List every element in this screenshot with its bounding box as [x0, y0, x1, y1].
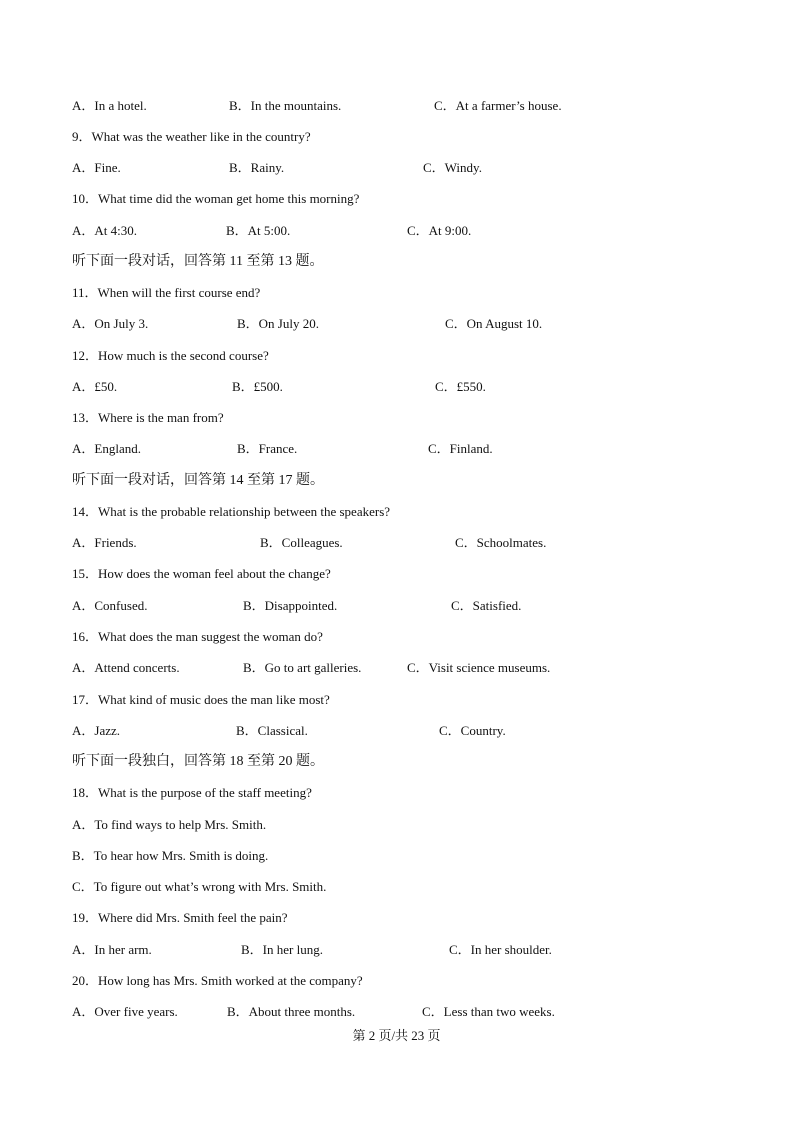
q18-question	[0, 783, 793, 803]
q20-option-a: A．Over five years.	[72, 1004, 178, 1019]
q17-options	[0, 721, 793, 741]
section-heading-18-20	[0, 752, 793, 772]
q13-text: 13．Where is the man from?	[72, 410, 224, 425]
q16-option-c: C．Visit science museums.	[407, 660, 551, 675]
page-number-footer: 第 2 页/共 23 页	[352, 1028, 441, 1043]
q8-options	[0, 96, 793, 116]
q18-option-a-line	[0, 815, 793, 835]
q17-option-b: B．Classical.	[236, 723, 308, 738]
q14-option-b: B．Colleagues.	[260, 535, 343, 550]
q20-question	[0, 971, 793, 991]
q9-text: 9．What was the weather like in the country?	[72, 129, 311, 144]
q11-text: 11．When will the first course end?	[72, 285, 261, 300]
q13-option-b: B．France.	[237, 441, 298, 456]
q17-option-c: C．Country.	[439, 723, 506, 738]
q15-option-a: A．Confused.	[72, 598, 148, 613]
q18-option-b-line	[0, 846, 793, 866]
q12-text: 12．How much is the second course?	[72, 348, 269, 363]
q14-question	[0, 502, 793, 522]
q16-options	[0, 658, 793, 678]
q11-option-b: B．On July 20.	[237, 316, 319, 331]
q17-question	[0, 690, 793, 710]
q18-option-c-line	[0, 877, 793, 897]
section-heading-text: 听下面一段对话，回答第 14 至第 17 题。	[72, 473, 324, 488]
q11-option-c: C．On August 10.	[445, 316, 543, 331]
q10-option-b: B．At 5:00.	[226, 223, 291, 238]
q9-option-c: C．Windy.	[423, 160, 482, 175]
q10-text: 10．What time did the woman get home this morning?	[72, 191, 360, 206]
q17-option-a: A．Jazz.	[72, 723, 121, 738]
q20-options	[0, 1002, 793, 1022]
q9-option-a: A．Fine.	[72, 160, 121, 175]
q13-question	[0, 408, 793, 428]
q15-option-c: C．Satisfied.	[451, 598, 522, 613]
q8-option-c: C．At a farmer’s house.	[434, 98, 562, 113]
q16-option-a: A．Attend concerts.	[72, 660, 180, 675]
q10-question	[0, 189, 793, 209]
section-heading-text: 听下面一段独白，回答第 18 至第 20 题。	[72, 754, 324, 769]
q8-option-a: A．In a hotel.	[72, 98, 147, 113]
q14-option-a: A．Friends.	[72, 535, 137, 550]
q16-text: 16．What does the man suggest the woman do?	[72, 629, 323, 644]
q12-question	[0, 346, 793, 366]
q15-option-b: B．Disappointed.	[243, 598, 338, 613]
q16-question	[0, 627, 793, 647]
q17-text: 17．What kind of music does the man like most?	[72, 692, 330, 707]
q19-options	[0, 940, 793, 960]
q10-options	[0, 221, 793, 241]
q15-options	[0, 596, 793, 616]
q10-option-a: A．At 4:30.	[72, 223, 138, 238]
q18-option-a: A．To find ways to help Mrs. Smith.	[72, 817, 267, 832]
q18-option-c: C．To figure out what’s wrong with Mrs. Smith.	[72, 879, 327, 894]
section-heading-11-13	[0, 252, 793, 272]
q19-option-a: A．In her arm.	[72, 942, 152, 957]
q12-option-c: C．£550.	[435, 379, 486, 394]
q20-option-b: B．About three months.	[227, 1004, 356, 1019]
q11-option-a: A．On July 3.	[72, 316, 149, 331]
q19-option-b: B．In her lung.	[241, 942, 323, 957]
q12-option-a: A．£50.	[72, 379, 118, 394]
q13-options	[0, 439, 793, 459]
q19-text: 19．Where did Mrs. Smith feel the pain?	[72, 910, 288, 925]
q11-question	[0, 283, 793, 303]
q9-question	[0, 127, 793, 147]
q15-question	[0, 564, 793, 584]
q18-option-b: B．To hear how Mrs. Smith is doing.	[72, 848, 269, 863]
q8-option-b: B．In the mountains.	[229, 98, 342, 113]
q16-option-b: B．Go to art galleries.	[243, 660, 362, 675]
q12-options	[0, 377, 793, 397]
q11-options	[0, 314, 793, 334]
q14-option-c: C．Schoolmates.	[455, 535, 547, 550]
q12-option-b: B．£500.	[232, 379, 283, 394]
q19-option-c: C．In her shoulder.	[449, 942, 552, 957]
q14-text: 14．What is the probable relationship between the speakers?	[72, 504, 391, 519]
q9-options	[0, 158, 793, 178]
q20-option-c: C．Less than two weeks.	[422, 1004, 555, 1019]
q15-text: 15．How does the woman feel about the change?	[72, 566, 331, 581]
section-heading-text: 听下面一段对话，回答第 11 至第 13 题。	[72, 254, 324, 269]
q13-option-c: C．Finland.	[428, 441, 493, 456]
section-heading-14-17	[0, 471, 793, 491]
q19-question	[0, 908, 793, 928]
q14-options	[0, 533, 793, 553]
q18-text: 18．What is the purpose of the staff meeting?	[72, 785, 312, 800]
q20-text: 20．How long has Mrs. Smith worked at the company?	[72, 973, 363, 988]
q10-option-c: C．At 9:00.	[407, 223, 472, 238]
q9-option-b: B．Rainy.	[229, 160, 285, 175]
q13-option-a: A．England.	[72, 441, 141, 456]
